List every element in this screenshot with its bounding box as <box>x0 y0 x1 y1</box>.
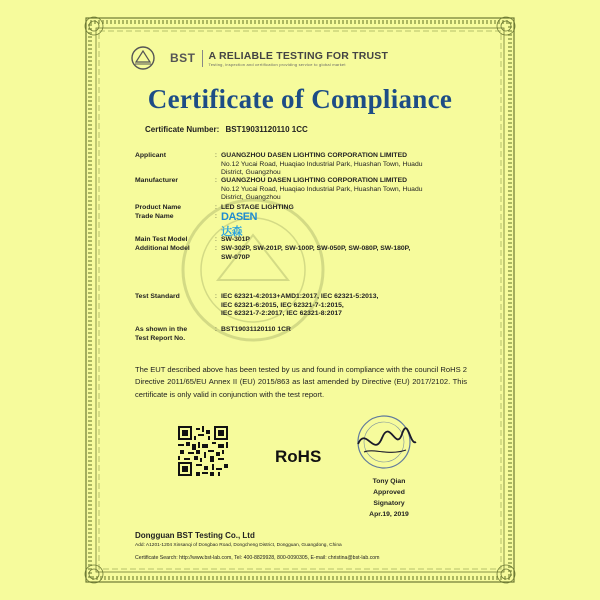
field-label: Test Standard <box>135 293 180 300</box>
issuer-header <box>130 45 388 71</box>
slogan-block <box>202 50 389 67</box>
field-value <box>221 204 471 213</box>
applicant-address-line: No.12 Yucai Road, Huaqiao Industrial Park, Huashan Town, Huadu <box>221 160 423 168</box>
field-value <box>221 293 471 319</box>
signature-stamp <box>344 412 424 472</box>
test-standard-line: IEC 62321-7-2:2017, IEC 62321-8:2017 <box>221 310 342 318</box>
applicant-address-line: District, Guangzhou <box>221 169 281 177</box>
field-label: Trade Name <box>135 213 174 220</box>
field-colon: : <box>215 236 217 243</box>
manufacturer-name: GUANGZHOU DASEN LIGHTING CORPORATION LIMITED <box>221 177 408 184</box>
field-label: Main Test Model <box>135 236 188 243</box>
field-label: Applicant <box>135 152 166 159</box>
field-colon: : <box>215 293 217 300</box>
signatory-role: Approved Signatory <box>373 489 405 507</box>
field-label: Product Name <box>135 204 182 211</box>
qr-code <box>178 426 228 476</box>
field-label: Additional Model <box>135 245 190 252</box>
certificate-number-value: BST19031120110 1CC <box>225 125 308 134</box>
field-value <box>221 177 471 203</box>
signature-date: Apr.19, 2019 <box>369 511 409 518</box>
test-report-number: BST19031120110 1CR <box>221 326 291 333</box>
certificate-search-info: Certificate Search: http://www.bst-lab.com, Tel: 400-8829928, 800-0090305, E-mail: christina@bst-lab.com <box>135 555 380 561</box>
test-standard-line: IEC 62321-6:2015, IEC 62321-7-1:2015, <box>221 301 344 309</box>
field-colon: : <box>215 177 217 184</box>
issuer-address: Add: A1201-1204 Xinsanqi of Dongbao Road, Dongcheng District, Dongguan, Guangdong, China <box>135 543 342 548</box>
field-label: Manufacturer <box>135 177 179 184</box>
bst-logo-icon <box>130 45 164 71</box>
certificate-content <box>104 40 496 560</box>
manufacturer-address-line: No.12 Yucai Road, Huaqiao Industrial Park, Huashan Town, Huadu <box>221 185 423 193</box>
slogan: A RELIABLE TESTING FOR TRUST <box>208 49 389 62</box>
field-value <box>221 236 471 245</box>
additional-model-line: SW-070P <box>221 253 250 261</box>
field-label-line: As shown in the <box>135 326 188 333</box>
certificate-title: Certificate of Compliance <box>147 84 453 114</box>
certificate-number <box>145 125 312 134</box>
slogan-subtext: Testing, inspection and certification providing service to global market <box>208 61 346 67</box>
trade-name-logo <box>221 211 257 239</box>
field-value <box>221 152 471 178</box>
signatory-name: Tony Qian <box>372 478 406 485</box>
field-colon: : <box>215 326 217 333</box>
compliance-statement: The EUT described above has been tested by us and found in compliance with the council RoHS 2 Directive 2011/65/EU Annex II (EU) 2015/863 as last amended by Directive (EU) 2017/2102. This certificate is only valid in conjunction with the test report. <box>135 365 467 399</box>
field-colon: : <box>215 245 217 252</box>
trade-name-chinese: 达森 <box>221 225 242 238</box>
main-test-model: SW-301P <box>221 236 250 243</box>
field-colon: : <box>215 213 217 220</box>
field-colon: : <box>215 204 217 211</box>
field-label <box>135 326 205 343</box>
brand-name: BST <box>170 51 196 65</box>
product-name: LED STAGE LIGHTING <box>221 204 294 211</box>
field-colon: : <box>215 152 217 159</box>
manufacturer-address-line: District, Guangzhou <box>221 194 281 202</box>
test-standard-line: IEC 62321-4:2013+AMD1:2017, IEC 62321-5:2013, <box>221 293 379 300</box>
rohs-mark: RoHS <box>275 447 322 466</box>
applicant-name: GUANGZHOU DASEN LIGHTING CORPORATION LIMITED <box>221 152 408 159</box>
trade-name-latin: DASEN <box>221 211 258 223</box>
additional-model-line: SW-302P, SW-201P, SW-100P, SW-050P, SW-080P, SW-180P, <box>221 245 411 252</box>
field-value <box>221 326 471 335</box>
field-value <box>221 245 471 262</box>
field-label-line: Test Report No. <box>135 334 186 342</box>
signatory-block <box>359 476 419 520</box>
certificate-number-label: Certificate Number: <box>145 125 220 134</box>
issuer-company: Dongguan BST Testing Co., Ltd <box>135 531 255 540</box>
